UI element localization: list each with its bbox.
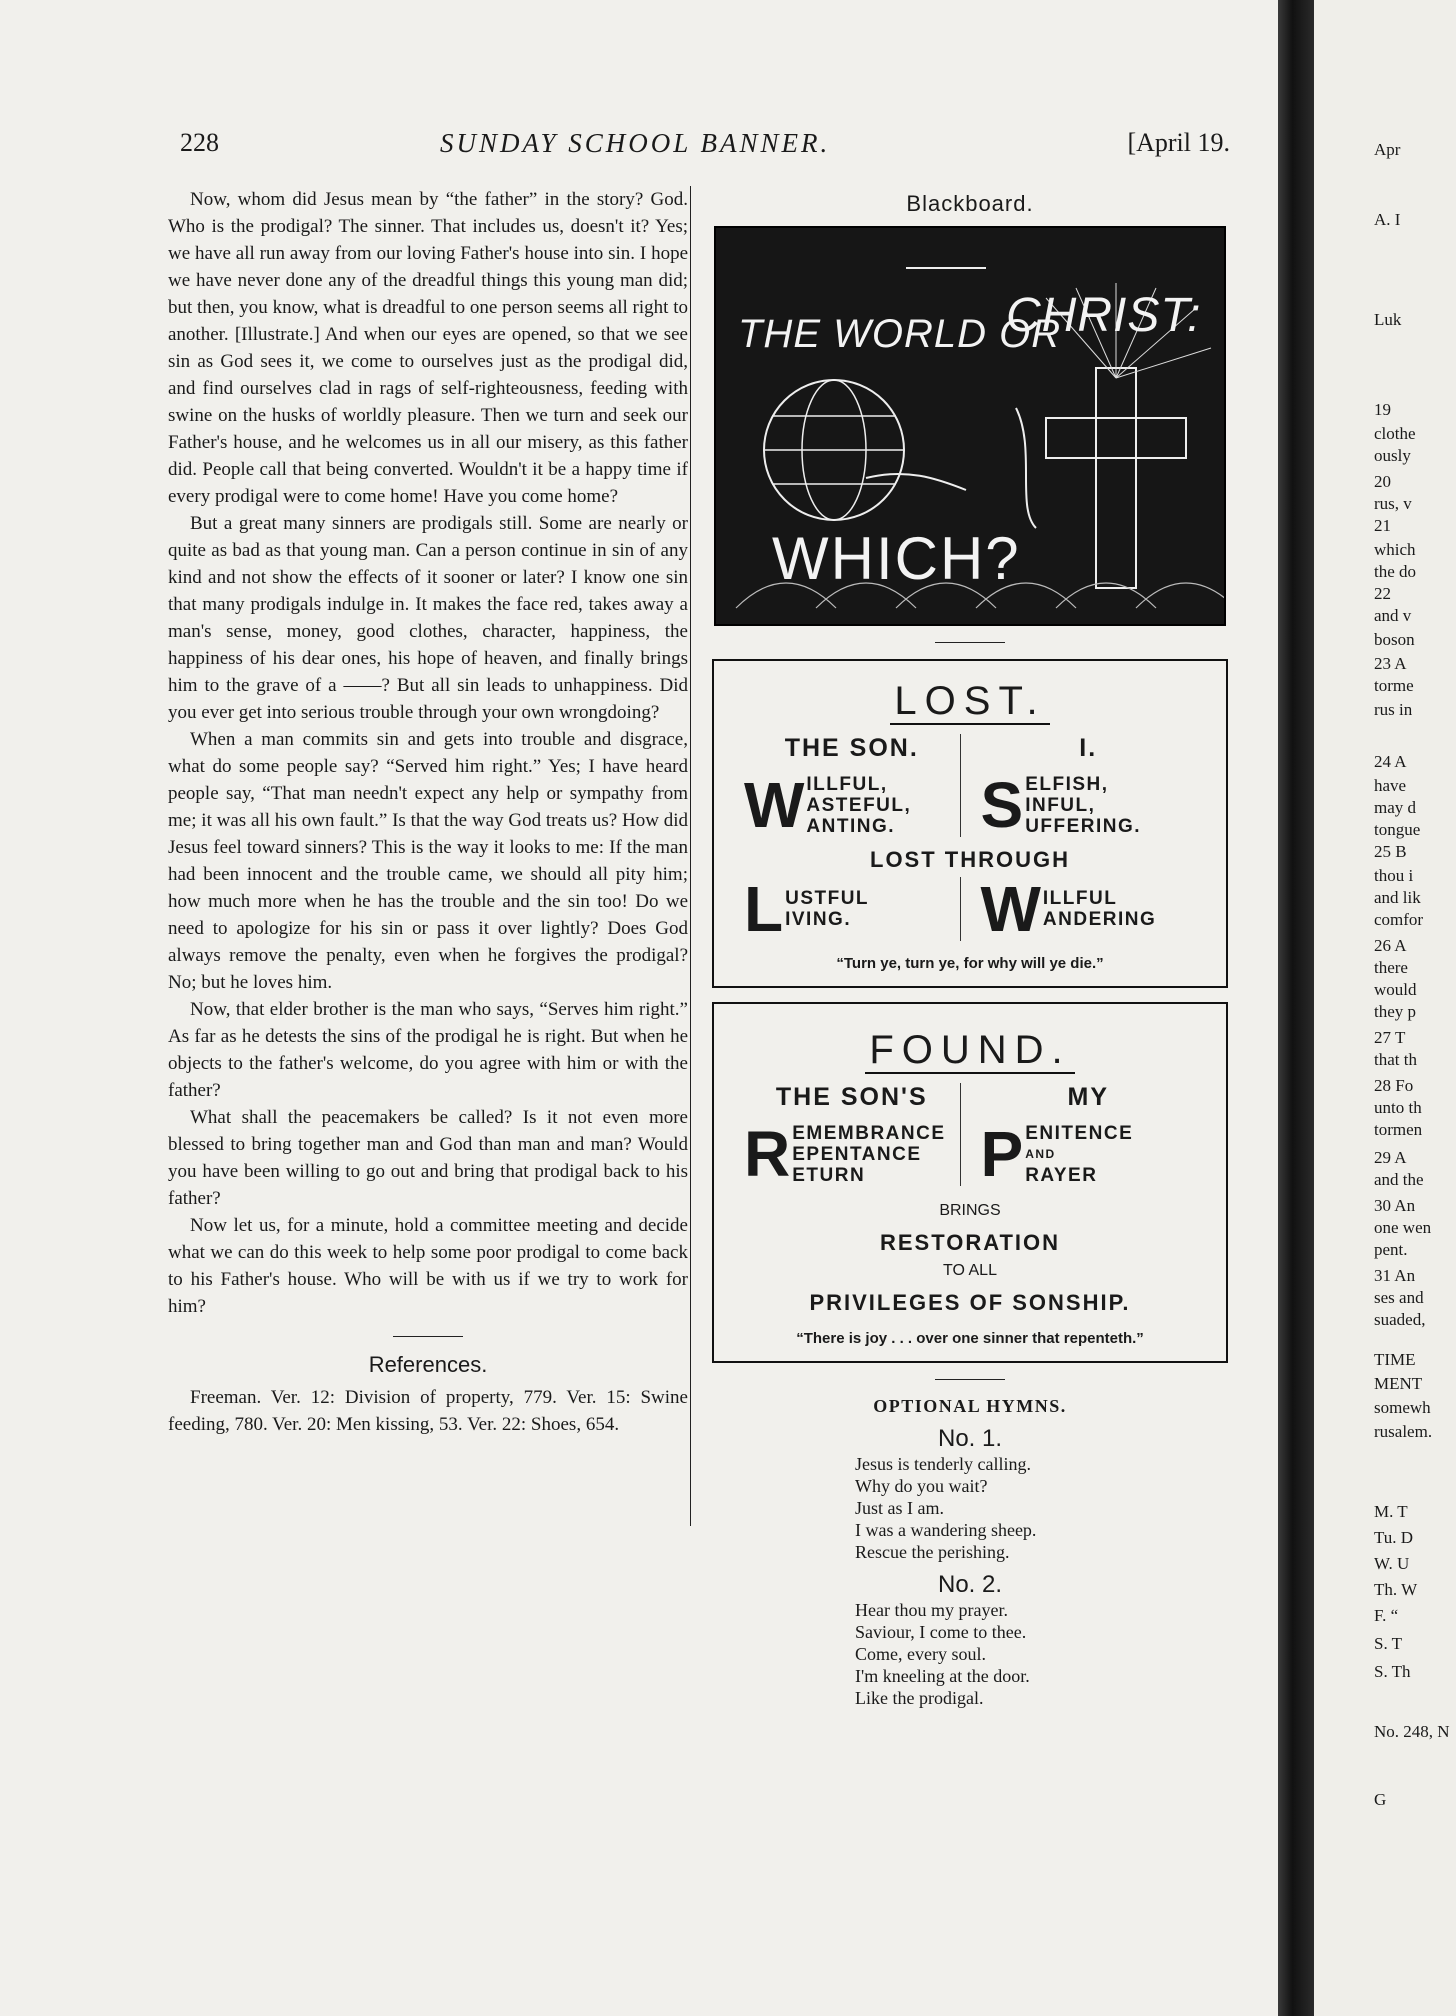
acrostic-capital: W <box>744 769 805 841</box>
facing-page-text-fragment: 29 A <box>1374 1148 1407 1167</box>
acrostic-word: ILLFUL, <box>806 773 888 795</box>
facing-page-text-fragment: and v <box>1374 606 1412 625</box>
acrostic-word: ILLFUL <box>1042 888 1118 909</box>
right-column <box>710 186 1230 1709</box>
acrostic-capital: S <box>980 769 1024 841</box>
facing-page-text-fragment: have <box>1374 776 1407 795</box>
acrostic-word: ELFISH, <box>1025 773 1109 795</box>
facing-page-text-fragment: that th <box>1374 1050 1417 1069</box>
page-number: 228 <box>180 128 219 157</box>
facing-page-text-fragment: MENT <box>1374 1374 1423 1393</box>
acrostic-words <box>1043 888 1156 930</box>
blackboard-heading: Blackboard. <box>906 191 1034 216</box>
facing-page-text-fragment: boson <box>1374 630 1415 649</box>
hymn-title: Saviour, I come to thee. <box>855 1622 1027 1642</box>
issue-date: [April 19. <box>1127 128 1230 157</box>
acrostic-word: ANDERING <box>1042 909 1157 930</box>
paragraph: Now, that elder brother is the man who says, “Serves him right.” As far as he detests the sins of the prodigal he is right. But when he objects to the father's welcome, do you agree with him or with the father? <box>168 999 688 1101</box>
acrostic-word: EPENTANCE <box>792 1143 922 1165</box>
lost-quote: “Turn ye, turn ye, for why will ye die.” <box>836 955 1104 972</box>
facing-page-text-fragment: torme <box>1374 676 1414 695</box>
facing-page-text-fragment: 19 <box>1374 400 1391 419</box>
acrostic-word: IVING. <box>785 909 852 930</box>
lost-i-heading: I. <box>1079 734 1098 762</box>
lost-box <box>712 659 1228 988</box>
hymn-group-number: No. 2. <box>937 1571 1003 1598</box>
facing-page-text-fragment: M. T <box>1374 1502 1408 1521</box>
facing-page-text-fragment: Tu. D <box>1374 1528 1414 1547</box>
facing-page-text-fragment: there <box>1374 958 1408 977</box>
divider <box>393 1336 463 1337</box>
facing-page-text-fragment: one wen <box>1374 1218 1432 1237</box>
facing-page-text-fragment: S. Th <box>1374 1662 1411 1681</box>
paragraph: What shall the peacemakers be called? Is it not even more blessed to bring together man and God than man and man? Would you have been willing to go out and bring that prodigal back to his father? <box>168 1107 688 1209</box>
acrostic-word: ANTING. <box>806 815 896 837</box>
acrostic-word: EMEMBRANCE <box>792 1122 946 1144</box>
found-son-heading: THE SON'S <box>775 1083 928 1111</box>
hymn-group-number: No. 1. <box>937 1425 1003 1452</box>
found-columns <box>744 1083 1196 1190</box>
facing-page-text-fragment: rus, v <box>1374 494 1412 513</box>
lustful-acrostic <box>744 873 960 945</box>
facing-page-text-fragment: Luk <box>1374 310 1402 329</box>
references-text: Freeman. Ver. 12: Division of property, 779. Ver. 15: Swine feeding, 780. Ver. 20: Men kissing, 53. Ver. 22: Shoes, 654. <box>168 1387 688 1435</box>
lost-i-column <box>960 734 1197 841</box>
facing-page-text-fragment: unto th <box>1374 1098 1422 1117</box>
acrostic-capital: W <box>980 873 1041 945</box>
facing-page-text-fragment: and lik <box>1374 888 1421 907</box>
facing-page-text-fragment: 24 A <box>1374 752 1407 771</box>
facing-page-text-fragment: 23 A <box>1374 654 1407 673</box>
journal-title: SUNDAY SCHOOL BANNER. <box>440 128 831 158</box>
facing-page-text-fragment: A. I <box>1374 210 1401 229</box>
lost-columns <box>744 734 1196 841</box>
found-title <box>714 1028 1226 1073</box>
facing-page-text-fragment: somewh <box>1374 1398 1431 1417</box>
found-my-heading: MY <box>1067 1083 1109 1111</box>
acrostic-word: ETURN <box>792 1164 866 1186</box>
column-rule <box>690 186 691 1526</box>
facing-page-text-fragment: rus in <box>1374 700 1413 719</box>
acrostic-capital: L <box>744 873 784 945</box>
hymn-list <box>855 1453 1085 1563</box>
acrostic-capital: P <box>980 1118 1024 1190</box>
facing-page-text-fragment: tongue <box>1374 820 1421 839</box>
paragraph: Now let us, for a minute, hold a committee meeting and decide what we can do this week to help some poor prodigal to come back to his Father's house. Who will be with us if we try to work for him? <box>168 1215 688 1317</box>
acrostic-words <box>1025 1123 1133 1186</box>
found-title-text: FOUND. <box>865 1028 1074 1074</box>
lost-i-acrostic <box>980 769 1197 841</box>
acrostic-word: UFFERING. <box>1025 815 1142 837</box>
hymns-heading: OPTIONAL HYMNS. <box>873 1396 1067 1416</box>
willful-acrostic <box>980 873 1197 945</box>
facing-page-text-fragment: TIME <box>1374 1350 1416 1369</box>
hymn-title: Rescue the perishing. <box>855 1542 1010 1562</box>
facing-page-text-fragment: thou i <box>1374 866 1414 885</box>
facing-page-text-fragment: may d <box>1374 798 1417 817</box>
lost-title-text: LOST. <box>890 679 1049 725</box>
left-column <box>168 186 688 1438</box>
divider <box>935 1379 1005 1380</box>
acrostic-words <box>792 1123 945 1186</box>
facing-page-text-fragment: 30 An <box>1374 1196 1416 1215</box>
hymn-title: Like the prodigal. <box>855 1688 984 1708</box>
facing-page-text-fragment: 31 An <box>1374 1266 1416 1285</box>
blackboard-line-world: THE WORLD OR <box>738 312 1062 356</box>
references <box>168 1351 688 1438</box>
facing-page-text-fragment: 28 Fo <box>1374 1076 1414 1095</box>
facing-page-text-fragment: tormen <box>1374 1120 1423 1139</box>
facing-page-text-fragment: rusalem. <box>1374 1422 1433 1441</box>
acrostic-words <box>1025 774 1141 837</box>
hymn-title: Hear thou my prayer. <box>855 1600 1008 1620</box>
acrostic-words <box>806 774 911 837</box>
facing-page-text-fragment: suaded, <box>1374 1310 1426 1329</box>
facing-page-text-fragment: and the <box>1374 1170 1424 1189</box>
lost-through: LOST THROUGH <box>870 847 1070 872</box>
acrostic-capital: R <box>744 1118 791 1190</box>
facing-page-text-fragment: Apr <box>1374 140 1401 159</box>
paragraph: Now, whom did Jesus mean by “the father” in the story? God. Who is the prodigal? The sinner. That includes us, doesn't it? Yes; we have all run away from our loving Father's house into sin. I hope we have never done any of the dreadful things this young man did; but then, you know, what is dreadful to one person seems all right to another. [Illustrate.] And when our eyes are opened, so that we see sin as God sees it, we come to ourselves just as the prodigal did, and find ourselves clad in rags of self-righteousness, feeding with swine on the husks of worldly pleasure. Then we turn and seek our Father's house, and he welcomes us in all our misery, as this father did. People call that being converted. Wouldn't it be a happy time if every prodigal were to come home! Have you come home? <box>168 189 688 507</box>
lost-son-heading: THE SON. <box>784 734 919 762</box>
facing-page-text-fragment: which <box>1374 540 1416 559</box>
facing-page-text-fragment: clothe <box>1374 424 1416 443</box>
found-box <box>712 1002 1228 1363</box>
blackboard-illustration <box>714 226 1226 626</box>
facing-page-text-fragment: ses and <box>1374 1288 1424 1307</box>
running-header <box>170 128 1230 168</box>
acrostic-word: INFUL, <box>1025 794 1096 816</box>
facing-page-text-fragment: 27 T <box>1374 1028 1406 1047</box>
found-quote: “There is joy . . . over one sinner that repenteth.” <box>796 1330 1144 1347</box>
found-to-all: TO ALL <box>943 1262 997 1279</box>
right-page-fragment <box>1314 0 1456 2016</box>
facing-page-text-fragment: pent. <box>1374 1240 1408 1259</box>
facing-page-text-fragment: Th. W <box>1374 1580 1418 1599</box>
paragraph: But a great many sinners are prodigals still. Some are nearly or quite as bad as that young man. Can a person continue in sin of any kind and not show the effects of it sooner or later? I know one sin that many prodigals indulge in. It makes the face red, takes away a man's sense, money, good clothes, character, happiness, the happiness of his dear ones, his hope of heaven, and finally brings him to the grave of a ——? But all sin leads to unhappiness. Did you ever get into serious trouble through your own wrongdoing? <box>168 513 688 723</box>
optional-hymns <box>710 1396 1230 1709</box>
references-heading: References. <box>368 1352 488 1377</box>
found-my-column <box>960 1083 1197 1190</box>
facing-page-text-fragment: ously <box>1374 446 1411 465</box>
willful-wandering <box>960 873 1197 945</box>
facing-page-text-fragment: comfor <box>1374 910 1424 929</box>
hymn-title: I'm kneeling at the door. <box>855 1666 1030 1686</box>
acrostic-word: RAYER <box>1025 1164 1098 1186</box>
hymn-title: Come, every soul. <box>855 1644 986 1664</box>
hymn-title: Jesus is tenderly calling. <box>855 1454 1031 1474</box>
found-privileges: PRIVILEGES OF SONSHIP. <box>809 1290 1131 1315</box>
found-my-acrostic <box>980 1118 1197 1190</box>
found-son-acrostic <box>744 1118 960 1190</box>
facing-page-text-fragment: No. 248, N <box>1374 1722 1450 1741</box>
hymn-title: I was a wandering sheep. <box>855 1520 1037 1540</box>
found-brings: BRINGS <box>939 1202 1001 1219</box>
acrostic-word: USTFUL <box>785 888 870 909</box>
lost-title <box>714 679 1226 724</box>
acrostic-word: AND <box>1025 1146 1056 1161</box>
facing-page-text-fragment: 26 A <box>1374 936 1407 955</box>
facing-page-text-fragment: W. U <box>1374 1554 1410 1573</box>
facing-page-text-fragment: 21 <box>1374 516 1391 535</box>
acrostic-words <box>785 888 869 930</box>
facing-page-text-fragment: they p <box>1374 1002 1417 1021</box>
book-gutter <box>1278 0 1314 2016</box>
facing-page-text-fragment: 20 <box>1374 472 1391 491</box>
divider <box>935 642 1005 643</box>
found-son-column <box>744 1083 960 1190</box>
found-restoration: RESTORATION <box>879 1230 1061 1255</box>
facing-page-text-fragment: G <box>1374 1790 1387 1809</box>
facing-page-text-fragment: F. “ <box>1374 1606 1399 1625</box>
acrostic-word: ENITENCE <box>1025 1122 1134 1144</box>
lost-son-column <box>744 734 960 841</box>
acrostic-word: ASTEFUL, <box>806 794 912 816</box>
paragraph: When a man commits sin and gets into trouble and disgrace, what do some people say? “Served him right.” Yes; I have heard people say, “That man needn't expect any help or sympathy from me; it was all his own fault.” Is that the way God treats us? How did Jesus feel toward sinners? This is the way it looks to me: If the man had been innocent and the trouble came, we should all pity him; how much more when he has the trouble and the sin too! Do we need to apologize for his sin or pass it over lightly? Does God always remove the penalty, even when he forgives the prodigal? No; but he loves him. <box>168 729 688 993</box>
facing-page-text-fragment: the do <box>1374 562 1417 581</box>
lost-son-acrostic <box>744 769 960 841</box>
hymn-title: Just as I am. <box>855 1498 944 1518</box>
lustful-living <box>744 873 960 945</box>
facing-page-text-fragment: would <box>1374 980 1417 999</box>
facing-page-text-fragment: 25 B <box>1374 842 1407 861</box>
hymn-list <box>855 1599 1085 1709</box>
facing-page-text-fragment: S. T <box>1374 1634 1403 1653</box>
blackboard-line-which: WHICH? <box>772 525 1021 592</box>
lost-through-columns <box>744 873 1196 945</box>
hymn-title: Why do you wait? <box>855 1476 988 1496</box>
blackboard-line-christ: CHRIST: <box>1006 289 1202 342</box>
facing-page-text-fragment: 22 <box>1374 584 1391 603</box>
